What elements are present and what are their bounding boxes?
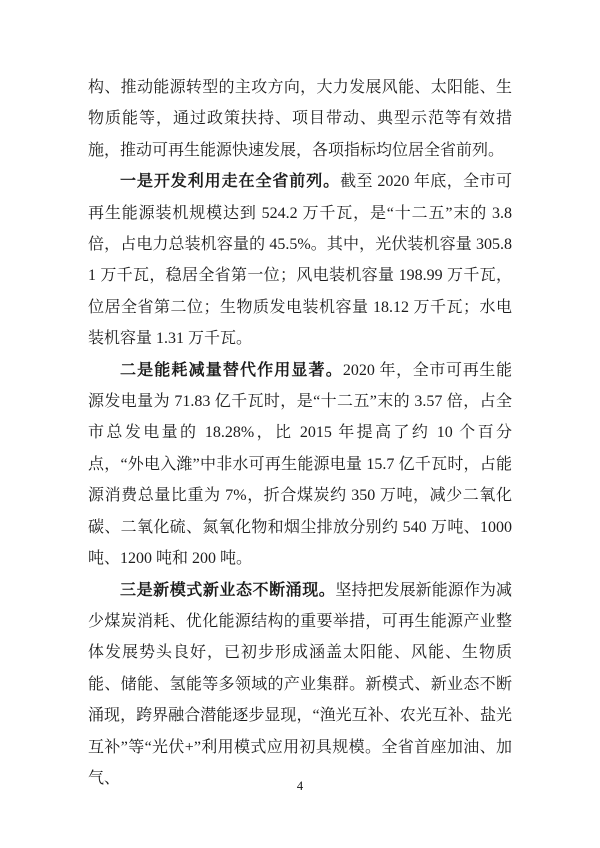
- paragraph-text: 坚持把发展新能源作为减少煤炭消耗、优化能源结构的重要举措，可再生能源产业整体发展势头良好，已初步形成涵盖太阳能、风能、生物质能、储能、氢能等多领域的产业集群。新模式、新业态不断涌现，跨界融合潜能逐步显现，“渔光互补、农光互补、盐光互补”等“光伏+”利用模式应用初具规模。全省首座加油、加气、: [88, 581, 512, 787]
- paragraph-text: 2020 年，全市可再生能源发电量为 71.83 亿千瓦时，是“十二五”末的 3.57 倍，占全市总发电量的 18.28%，比 2015 年提高了约 10 个百分点，“外电入潍”中非水可再生能源电量 15.7 亿千瓦时，占能源消费总量比重为 7%，折合煤炭约 350 万吨，减少二氧化碳、二氧化硫、氮氧化物和烟尘排放分别约 540 万吨、1000 吨、1200 吨和 200 吨。: [88, 361, 512, 568]
- paragraph-lead: 二是能耗减量替代作用显著。: [120, 361, 343, 379]
- page-number: 4: [296, 779, 304, 793]
- paragraph: [88, 166, 512, 354]
- paragraph-lead: 三是新模式新业态不断涌现。: [120, 581, 336, 599]
- document-body: [88, 72, 512, 794]
- paragraph: [88, 72, 512, 166]
- paragraph-text: 截至 2020 年底，全市可再生能源装机规模达到 524.2 万千瓦，是“十二五”末的 3.8 倍，占电力总装机容量的 45.5%。其中，光伏装机容量 305.81 万千瓦，稳居全省第一位；风电装机容量 198.99 万千瓦，位居全省第二位；生物质发电装机容量 18.12 万千瓦；水电装机容量 1.31 万千瓦。: [88, 173, 512, 348]
- paragraph: [88, 355, 512, 575]
- paragraph-text: 构、推动能源转型的主攻方向，大力发展风能、太阳能、生物质能等，通过政策扶持、项目带动、典型示范等有效措施，推动可再生能源快速发展，各项指标均位居全省前列。: [88, 79, 512, 159]
- paragraph: [88, 575, 512, 795]
- paragraph-lead: 一是开发利用走在全省前列。: [120, 173, 341, 191]
